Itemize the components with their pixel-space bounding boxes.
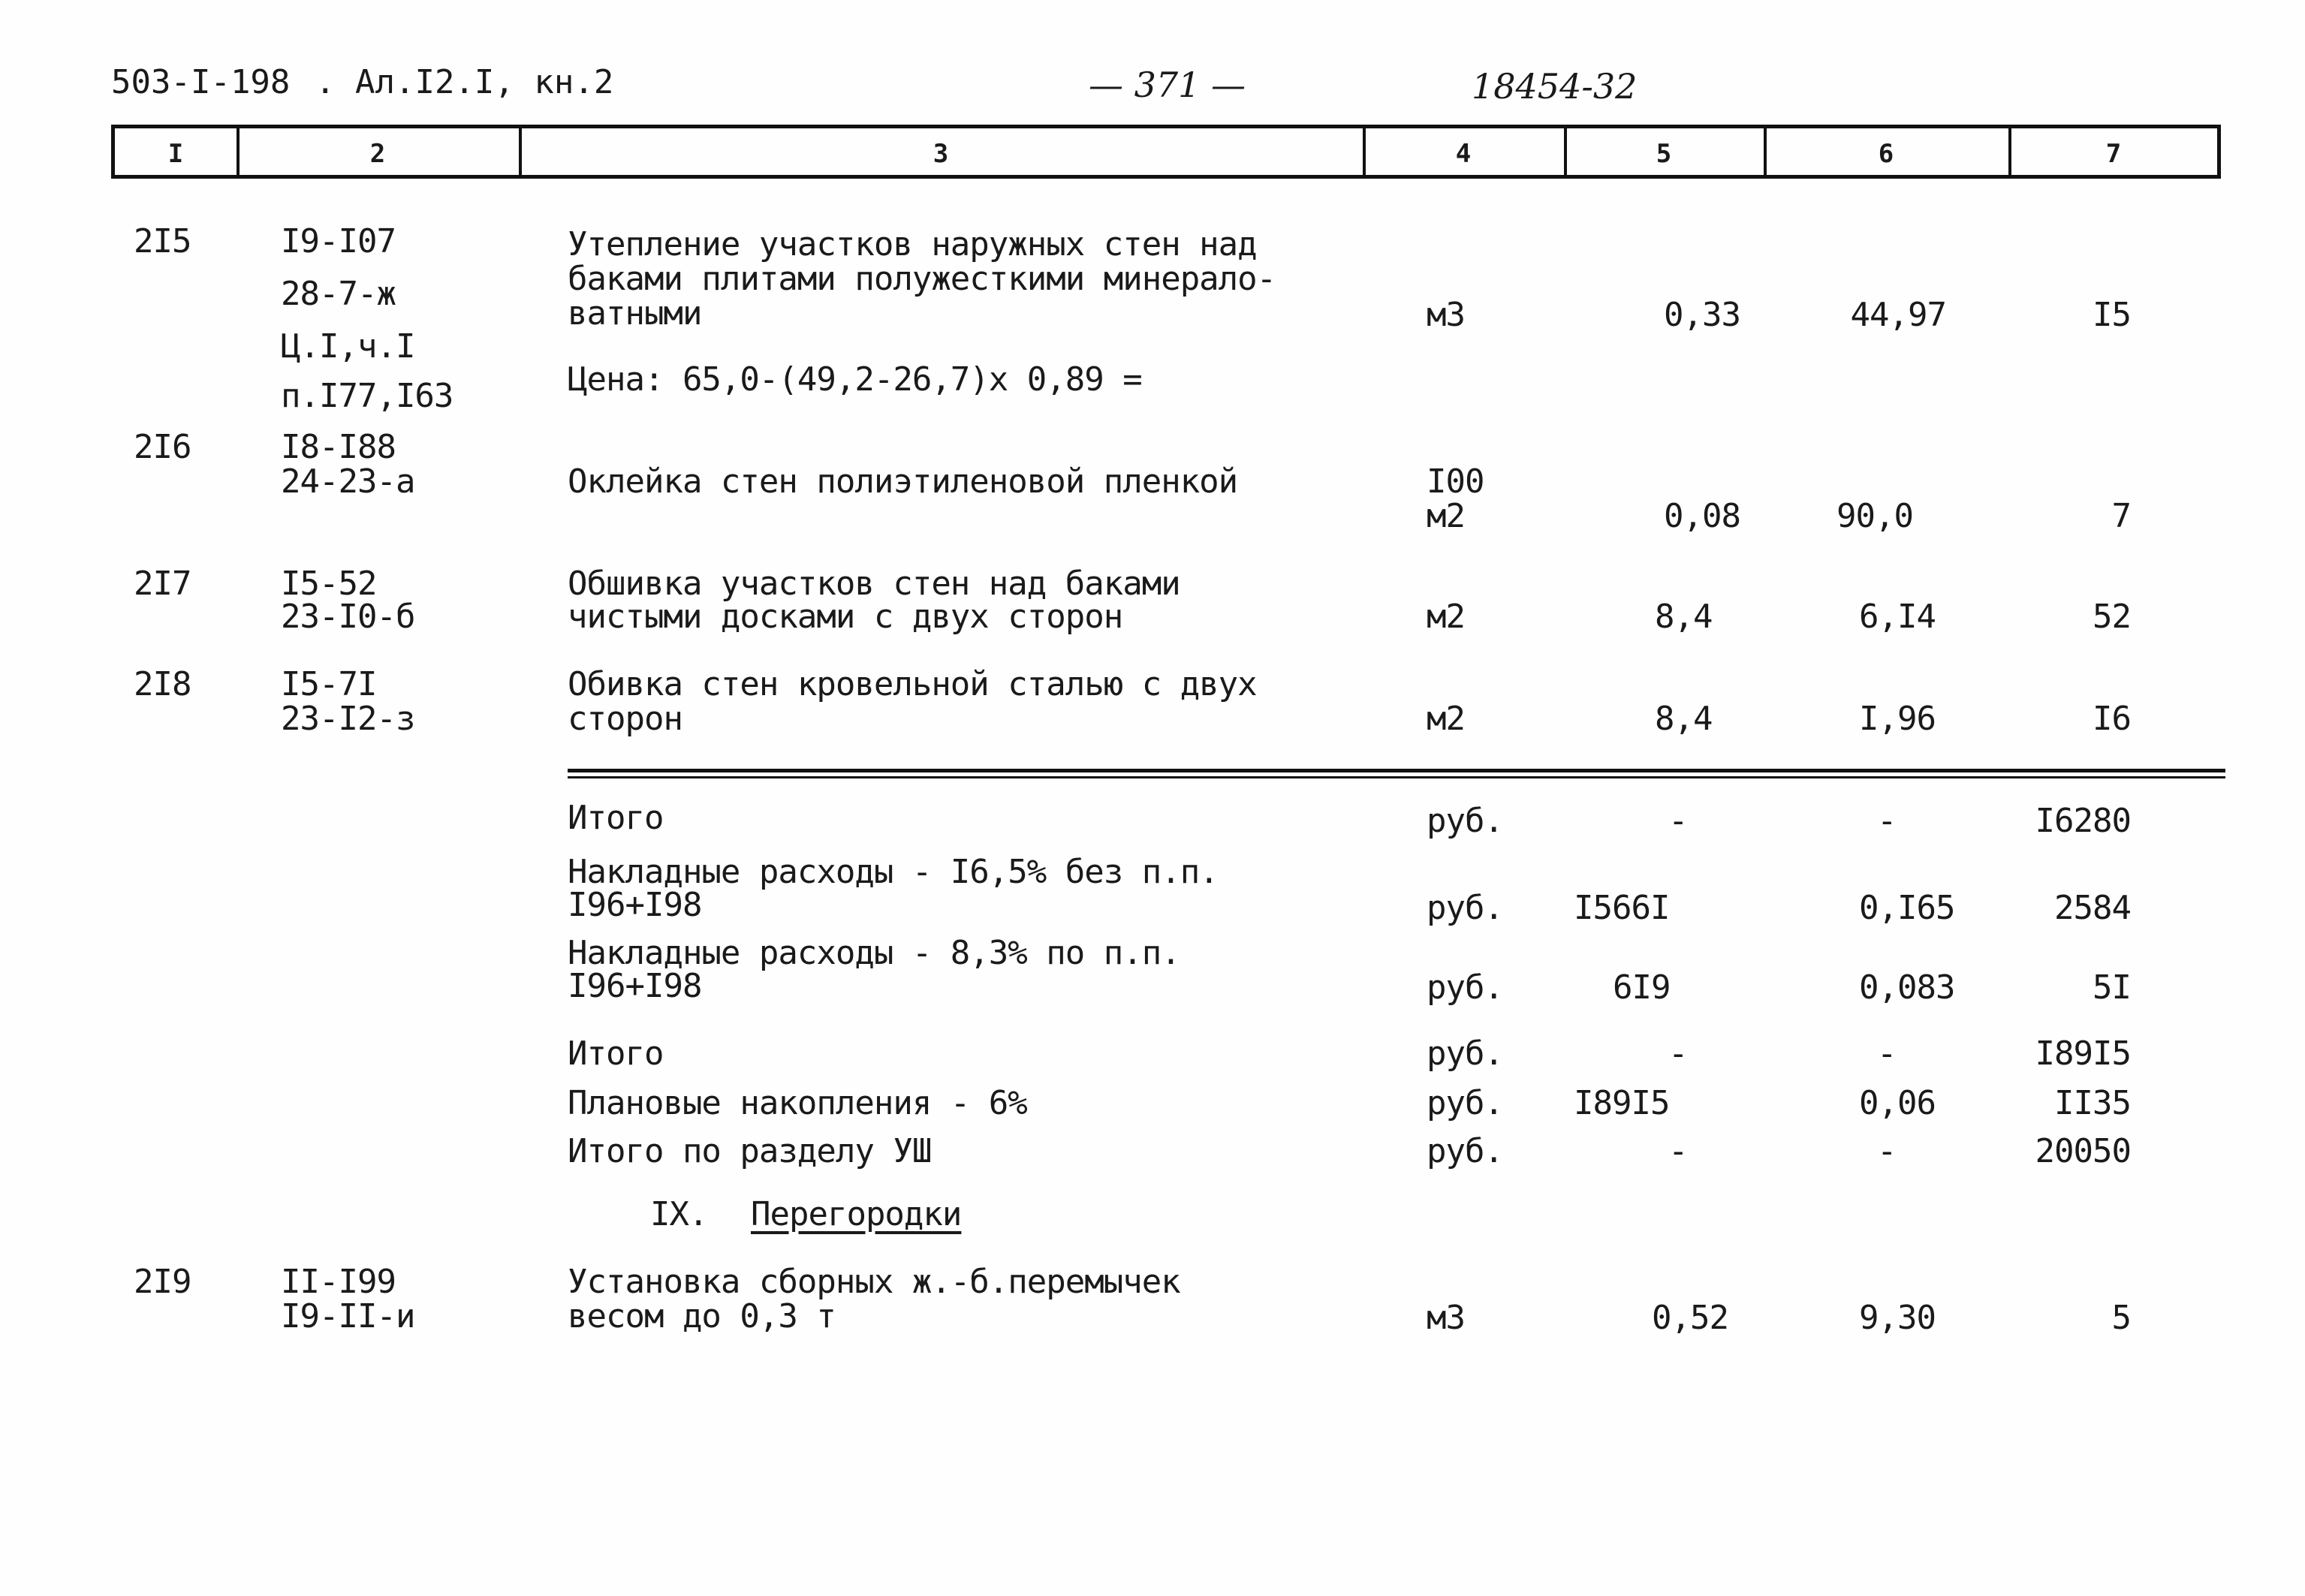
work-description: чистыми досками с двух сторон: [568, 598, 1123, 636]
column-header-5: 5: [1656, 139, 1672, 169]
norm-reference: 28-7-ж: [281, 275, 396, 313]
total-cost: I5: [2093, 296, 2131, 334]
row-number: 2I7: [134, 565, 191, 603]
norm-reference: I8-I88: [281, 428, 396, 466]
handwritten-reference: 18454-32: [1472, 66, 1638, 107]
unit: м2: [1427, 700, 1465, 738]
quantity: -: [1668, 1132, 1688, 1170]
total-cost: 5: [2111, 1299, 2131, 1337]
row-number: 2I5: [134, 222, 191, 260]
unit-price: 0,083: [1859, 968, 1955, 1007]
norm-reference: 23-I0-б: [281, 598, 415, 636]
section-title: Перегородки: [751, 1195, 962, 1233]
doc-code: 503-I-198: [111, 63, 291, 101]
totals-label: Накладные расходы - 8,3% по п.п.: [568, 934, 1180, 972]
unit-price: 0,I65: [1859, 889, 1955, 927]
unit: м3: [1427, 296, 1465, 334]
totals-label: Накладные расходы - I6,5% без п.п.: [568, 853, 1219, 891]
unit-price: -: [1877, 1132, 1897, 1170]
norm-reference: I5-7I: [281, 665, 377, 703]
unit: руб.: [1427, 1034, 1503, 1073]
quantity: I566I: [1574, 889, 1670, 927]
unit: руб.: [1427, 1132, 1503, 1170]
unit-price: -: [1877, 802, 1897, 840]
unit-price: I,96: [1859, 700, 1936, 738]
norm-reference: Ц.I,ч.I: [281, 327, 415, 366]
unit: I00: [1427, 462, 1484, 501]
unit: руб.: [1427, 802, 1503, 840]
norm-reference: п.I77,I63: [281, 377, 453, 415]
quantity: 6I9: [1613, 968, 1671, 1007]
work-description: ватными: [568, 294, 702, 333]
total-cost: II35: [2054, 1084, 2131, 1122]
total-cost: 7: [2111, 497, 2131, 535]
column-header-3: 3: [933, 139, 949, 169]
unit: руб.: [1427, 1084, 1503, 1122]
quantity: I89I5: [1574, 1084, 1670, 1122]
quantity: -: [1668, 802, 1688, 840]
work-description: Обивка стен кровельной сталью с двух: [568, 665, 1257, 703]
totals-label: Итого: [568, 799, 664, 837]
total-cost: I89I5: [2035, 1034, 2131, 1073]
total-cost: 5I: [2093, 968, 2131, 1007]
page-number: — 371 —: [1089, 65, 1246, 105]
totals-rule: [568, 769, 2225, 772]
totals-label: Итого: [568, 1034, 664, 1073]
totals-label: Итого по разделу УШ: [568, 1132, 932, 1170]
column-header-6: 6: [1878, 139, 1894, 169]
total-cost: 2584: [2054, 889, 2131, 927]
price-note: Цена: 65,0-(49,2-26,7)х 0,89 =: [568, 360, 1142, 399]
unit: руб.: [1427, 889, 1503, 927]
norm-reference: I5-52: [281, 565, 377, 603]
quantity: 0,33: [1664, 296, 1740, 334]
work-description: Установка сборных ж.-б.перемычек: [568, 1263, 1180, 1301]
total-cost: 52: [2093, 598, 2131, 636]
unit-price: 0,06: [1859, 1084, 1936, 1122]
column-header-4: 4: [1455, 139, 1472, 169]
quantity: 8,4: [1655, 598, 1713, 636]
norm-reference: I9-I07: [281, 222, 396, 260]
norm-reference: 24-23-а: [281, 462, 415, 501]
unit-price: -: [1877, 1034, 1897, 1073]
section-number: IX.: [650, 1195, 708, 1233]
norm-reference: II-I99: [281, 1263, 396, 1301]
column-header-1: I: [167, 139, 184, 169]
quantity: 0,52: [1652, 1299, 1728, 1337]
unit: руб.: [1427, 968, 1503, 1007]
row-number: 2I9: [134, 1263, 191, 1301]
totals-label: I96+I98: [568, 886, 702, 924]
column-header-row: [111, 125, 2221, 179]
work-description: Оклейка стен полиэтиленовой пленкой: [568, 462, 1238, 501]
work-description: сторон: [568, 700, 682, 738]
unit-price: 90,0: [1836, 497, 1913, 535]
unit: м3: [1427, 1299, 1465, 1337]
unit: м2: [1427, 598, 1465, 636]
row-number: 2I6: [134, 428, 191, 466]
unit-price: 9,30: [1859, 1299, 1936, 1337]
unit: м2: [1427, 497, 1465, 535]
norm-reference: 23-I2-з: [281, 700, 415, 738]
album-reference: . Ал.I2.I, кн.2: [315, 63, 614, 101]
work-description: весом до 0,3 т: [568, 1297, 836, 1336]
total-cost: I6280: [2035, 802, 2131, 840]
work-description: баками плитами полужесткими минерало-: [568, 260, 1276, 298]
norm-reference: I9-II-и: [281, 1297, 415, 1336]
unit-price: 6,I4: [1859, 598, 1936, 636]
work-description: Обшивка участков стен над баками: [568, 565, 1180, 603]
column-header-7: 7: [2105, 139, 2122, 169]
totals-label: Плановые накопления - 6%: [568, 1084, 1027, 1122]
quantity: 8,4: [1655, 700, 1713, 738]
totals-rule: [568, 776, 2225, 778]
unit-price: 44,97: [1850, 296, 1946, 334]
total-cost: 20050: [2035, 1132, 2131, 1170]
total-cost: I6: [2093, 700, 2131, 738]
quantity: 0,08: [1664, 497, 1740, 535]
totals-label: I96+I98: [568, 967, 702, 1005]
work-description: Утепление участков наружных стен над: [568, 225, 1257, 263]
quantity: -: [1668, 1034, 1688, 1073]
column-header-2: 2: [369, 139, 386, 169]
row-number: 2I8: [134, 665, 191, 703]
